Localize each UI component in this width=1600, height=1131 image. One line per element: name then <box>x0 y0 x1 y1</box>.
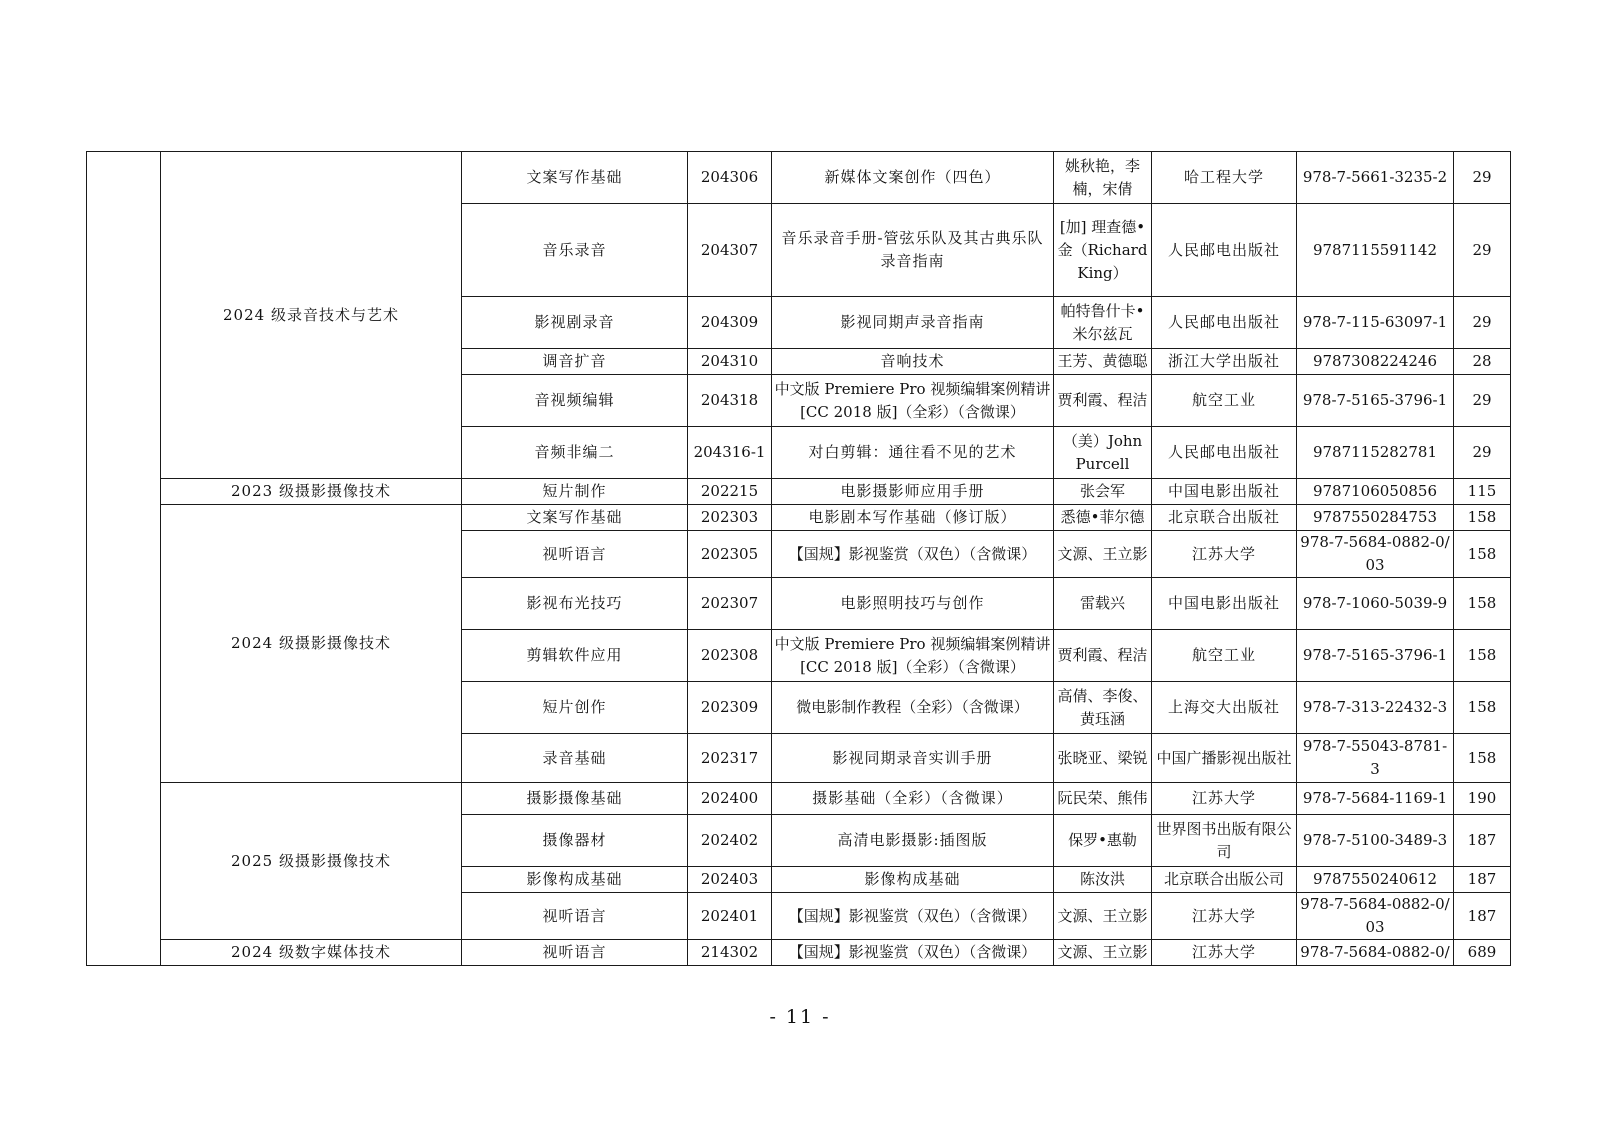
course-cell: 文案写作基础 <box>462 505 688 531</box>
course-cell: 录音基础 <box>462 734 688 783</box>
author-cell: 姚秋艳，李楠，宋倩 <box>1054 152 1152 204</box>
book-title-cell: 【国规】影视鉴赏（双色）（含微课） <box>772 940 1054 966</box>
book-title-cell: 对白剪辑：通往看不见的艺术 <box>772 427 1054 479</box>
isbn-cell: 978-7-5661-3235-2 <box>1297 152 1454 204</box>
course-cell: 剪辑软件应用 <box>462 630 688 682</box>
isbn-cell: 9787115591142 <box>1297 204 1454 297</box>
author-cell: 阮民荣、熊伟 <box>1054 783 1152 815</box>
isbn-cell: 9787550284753 <box>1297 505 1454 531</box>
isbn-cell: 978-7-313-22432-3 <box>1297 682 1454 734</box>
book-title-cell: 中文版 Premiere Pro 视频编辑案例精讲[CC 2018 版]（全彩）（含微课） <box>772 375 1054 427</box>
quantity-cell: 190 <box>1454 783 1511 815</box>
course-cell: 摄像器材 <box>462 815 688 867</box>
course-cell: 影视剧录音 <box>462 297 688 349</box>
author-cell: 贾利霞、程洁 <box>1054 375 1152 427</box>
course-cell: 摄影摄像基础 <box>462 783 688 815</box>
author-cell: 张晓亚、梁锐 <box>1054 734 1152 783</box>
table-row <box>87 783 1511 815</box>
code-cell: 204307 <box>688 204 772 297</box>
course-cell: 音乐录音 <box>462 204 688 297</box>
class-group-cell: 2024 级数字媒体技术 <box>161 940 462 966</box>
code-cell: 202305 <box>688 531 772 578</box>
code-cell: 204316-1 <box>688 427 772 479</box>
course-cell: 调音扩音 <box>462 349 688 375</box>
author-cell: 贾利霞、程洁 <box>1054 630 1152 682</box>
quantity-cell: 29 <box>1454 297 1511 349</box>
book-title-cell: 摄影基础（全彩）（含微课） <box>772 783 1054 815</box>
publisher-cell: 航空工业 <box>1152 375 1297 427</box>
class-group-cell: 2023 级摄影摄像技术 <box>161 479 462 505</box>
quantity-cell: 28 <box>1454 349 1511 375</box>
book-title-cell: 高清电影摄影:插图版 <box>772 815 1054 867</box>
publisher-cell: 人民邮电出版社 <box>1152 297 1297 349</box>
publisher-cell: 浙江大学出版社 <box>1152 349 1297 375</box>
course-cell: 视听语言 <box>462 940 688 966</box>
code-cell: 202303 <box>688 505 772 531</box>
author-cell: 文源、王立影 <box>1054 893 1152 940</box>
class-group-cell: 2024 级录音技术与艺术 <box>161 152 462 479</box>
book-title-cell: 影视同期录音实训手册 <box>772 734 1054 783</box>
code-cell: 202309 <box>688 682 772 734</box>
course-cell: 短片创作 <box>462 682 688 734</box>
course-cell: 视听语言 <box>462 531 688 578</box>
quantity-cell: 689 <box>1454 940 1511 966</box>
quantity-cell: 158 <box>1454 578 1511 630</box>
publisher-cell: 江苏大学 <box>1152 783 1297 815</box>
isbn-cell: 9787308224246 <box>1297 349 1454 375</box>
isbn-cell: 978-7-55043-8781-3 <box>1297 734 1454 783</box>
isbn-cell: 9787115282781 <box>1297 427 1454 479</box>
code-cell: 204309 <box>688 297 772 349</box>
course-cell: 视听语言 <box>462 893 688 940</box>
book-title-cell: 影像构成基础 <box>772 867 1054 893</box>
publisher-cell: 哈工程大学 <box>1152 152 1297 204</box>
code-cell: 202317 <box>688 734 772 783</box>
isbn-cell: 978-7-1060-5039-9 <box>1297 578 1454 630</box>
quantity-cell: 158 <box>1454 531 1511 578</box>
book-title-cell: 音乐录音手册-管弦乐队及其古典乐队录音指南 <box>772 204 1054 297</box>
code-cell: 202308 <box>688 630 772 682</box>
author-cell: （美）John Purcell <box>1054 427 1152 479</box>
course-cell: 音视频编辑 <box>462 375 688 427</box>
code-cell: 204318 <box>688 375 772 427</box>
course-cell: 音频非编二 <box>462 427 688 479</box>
publisher-cell: 中国电影出版社 <box>1152 578 1297 630</box>
book-title-cell: 【国规】影视鉴赏（双色）（含微课） <box>772 893 1054 940</box>
author-cell: 保罗•惠勒 <box>1054 815 1152 867</box>
isbn-cell: 978-7-5684-1169-1 <box>1297 783 1454 815</box>
code-cell: 202307 <box>688 578 772 630</box>
isbn-cell: 9787106050856 <box>1297 479 1454 505</box>
quantity-cell: 187 <box>1454 867 1511 893</box>
department-cell <box>87 152 161 966</box>
table-row <box>87 940 1511 966</box>
author-cell: 高倩、李俊、黄珏涵 <box>1054 682 1152 734</box>
quantity-cell: 187 <box>1454 815 1511 867</box>
book-title-cell: 电影剧本写作基础（修订版） <box>772 505 1054 531</box>
code-cell: 202402 <box>688 815 772 867</box>
table-row <box>87 152 1511 204</box>
quantity-cell: 158 <box>1454 505 1511 531</box>
code-cell: 202400 <box>688 783 772 815</box>
quantity-cell: 187 <box>1454 893 1511 940</box>
isbn-cell: 978-7-115-63097-1 <box>1297 297 1454 349</box>
quantity-cell: 158 <box>1454 682 1511 734</box>
quantity-cell: 29 <box>1454 152 1511 204</box>
publisher-cell: 航空工业 <box>1152 630 1297 682</box>
course-cell: 短片制作 <box>462 479 688 505</box>
course-cell: 文案写作基础 <box>462 152 688 204</box>
isbn-cell: 978-7-5684-0882-0/03 <box>1297 893 1454 940</box>
publisher-cell: 北京联合出版公司 <box>1152 867 1297 893</box>
book-title-cell: 微电影制作教程（全彩）（含微课） <box>772 682 1054 734</box>
publisher-cell: 江苏大学 <box>1152 531 1297 578</box>
author-cell: 陈汝洪 <box>1054 867 1152 893</box>
publisher-cell: 世界图书出版有限公司 <box>1152 815 1297 867</box>
textbook-table <box>86 151 1511 966</box>
course-cell: 影像构成基础 <box>462 867 688 893</box>
book-title-cell: 【国规】影视鉴赏（双色）（含微课） <box>772 531 1054 578</box>
table-row <box>87 479 1511 505</box>
isbn-cell: 978-7-5684-0882-0/ <box>1297 940 1454 966</box>
publisher-cell: 人民邮电出版社 <box>1152 204 1297 297</box>
publisher-cell: 中国广播影视出版社 <box>1152 734 1297 783</box>
quantity-cell: 29 <box>1454 204 1511 297</box>
publisher-cell: 江苏大学 <box>1152 893 1297 940</box>
author-cell: 张会军 <box>1054 479 1152 505</box>
quantity-cell: 158 <box>1454 734 1511 783</box>
book-title-cell: 音响技术 <box>772 349 1054 375</box>
author-cell: 帕特鲁什卡•米尔兹瓦 <box>1054 297 1152 349</box>
code-cell: 214302 <box>688 940 772 966</box>
isbn-cell: 978-7-5165-3796-1 <box>1297 375 1454 427</box>
publisher-cell: 中国电影出版社 <box>1152 479 1297 505</box>
code-cell: 202215 <box>688 479 772 505</box>
book-title-cell: 影视同期声录音指南 <box>772 297 1054 349</box>
class-group-cell: 2024 级摄影摄像技术 <box>161 505 462 783</box>
author-cell: 文源、王立影 <box>1054 940 1152 966</box>
publisher-cell: 北京联合出版社 <box>1152 505 1297 531</box>
book-title-cell: 电影照明技巧与创作 <box>772 578 1054 630</box>
isbn-cell: 9787550240612 <box>1297 867 1454 893</box>
quantity-cell: 158 <box>1454 630 1511 682</box>
quantity-cell: 115 <box>1454 479 1511 505</box>
publisher-cell: 上海交大出版社 <box>1152 682 1297 734</box>
isbn-cell: 978-7-5165-3796-1 <box>1297 630 1454 682</box>
course-cell: 影视布光技巧 <box>462 578 688 630</box>
book-title-cell: 电影摄影师应用手册 <box>772 479 1054 505</box>
table-row <box>87 505 1511 531</box>
book-title-cell: 中文版 Premiere Pro 视频编辑案例精讲[CC 2018 版]（全彩）（含微课） <box>772 630 1054 682</box>
publisher-cell: 人民邮电出版社 <box>1152 427 1297 479</box>
code-cell: 204310 <box>688 349 772 375</box>
publisher-cell: 江苏大学 <box>1152 940 1297 966</box>
code-cell: 202403 <box>688 867 772 893</box>
isbn-cell: 978-7-5100-3489-3 <box>1297 815 1454 867</box>
code-cell: 202401 <box>688 893 772 940</box>
class-group-cell: 2025 级摄影摄像技术 <box>161 783 462 940</box>
page-number: - 11 - <box>769 1006 831 1028</box>
isbn-cell: 978-7-5684-0882-0/03 <box>1297 531 1454 578</box>
author-cell: 文源、王立影 <box>1054 531 1152 578</box>
book-title-cell: 新媒体文案创作（四色） <box>772 152 1054 204</box>
quantity-cell: 29 <box>1454 427 1511 479</box>
author-cell: 悉德•菲尔德 <box>1054 505 1152 531</box>
code-cell: 204306 <box>688 152 772 204</box>
author-cell: 雷载兴 <box>1054 578 1152 630</box>
author-cell: [加] 理查德•金（Richard King） <box>1054 204 1152 297</box>
author-cell: 王芳、黄德聪 <box>1054 349 1152 375</box>
quantity-cell: 29 <box>1454 375 1511 427</box>
